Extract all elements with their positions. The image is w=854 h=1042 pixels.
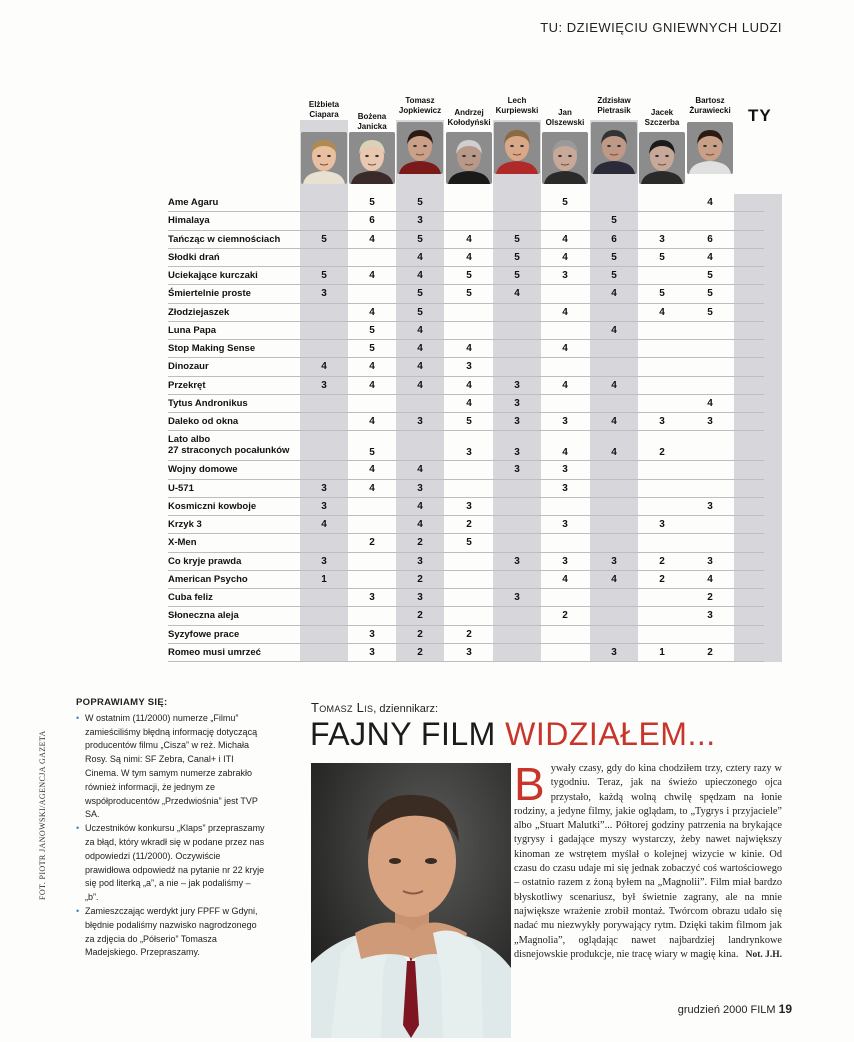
table-row [168,377,764,395]
critic-photo [591,122,637,174]
critic-last-name: Kurpiewski [495,106,539,115]
rating-cell: 5 [707,270,713,281]
film-title: X-Men [168,537,197,549]
headline-part1: FAJNY FILM [310,716,506,752]
headline-part2: WIDZIAŁEM... [505,716,716,752]
critic-photo [446,132,492,184]
rating-cell: 3 [707,416,713,427]
table-row [168,553,764,571]
critic-header [590,92,638,192]
rating-cell: 3 [707,500,713,512]
article-dropcap: B [514,758,545,810]
byline-role: , dziennikarz: [373,703,439,715]
article-body [514,758,782,962]
critic-header [638,92,686,192]
rating-cell: 4 [562,233,568,245]
film-title: Słodki drań [168,251,220,263]
film-title [168,434,289,456]
film-title: Słoneczna aleja [168,610,239,622]
rating-cell: 2 [707,646,713,658]
corrections-heading: POPRAWIAMY SIĘ: [76,697,168,708]
rating-cell: 5 [417,306,423,318]
critic-header [493,92,541,192]
critic-last-name: Żurawiecki [689,106,731,115]
rating-cell: 5 [659,251,665,263]
corrections-box [76,696,266,960]
rating-cell: 3 [707,610,713,622]
film-title: Krzyk 3 [168,519,202,530]
rating-cell: 4 [417,324,423,336]
table-row [168,231,764,249]
table-row [168,413,764,431]
rating-cell: 4 [466,397,472,409]
rating-cell: 3 [514,464,520,476]
rating-cell: 3 [417,416,423,427]
rating-cell: 4 [417,464,423,476]
table-row [168,498,764,516]
photo-credit: FOT. PIOTR JANOWSKI/AGENCJA GAZETA [38,730,47,900]
rating-cell: 5 [417,197,423,208]
byline-name: Tomasz Lis [311,700,374,715]
critic-photo [301,132,347,184]
rating-cell: 3 [369,628,375,640]
film-title: Romeo musi umrzeć [168,646,261,658]
rating-cell: 3 [417,592,423,603]
rating-cell: 5 [369,197,375,208]
correction-item: • W ostatnim (11/2000) numerze „Filmu” zamieściliśmy błędną informację dotyczącą producentów filmu „Cisza” w reż. Michała Rosy. Są nimi: SF Zebra, Canal+ i ITI Cinema. W tym samym numerze zabrakło również informacji, że jednym ze współproducentów „Przedwiośnia” jest TVP SA. [76,712,266,822]
rating-cell: 4 [369,270,375,281]
rating-cell: 3 [707,555,713,567]
rating-cell: 2 [417,573,423,585]
rating-cell: 2 [466,628,472,640]
rating-cell: 3 [514,416,520,427]
rating-cell: 4 [369,464,375,476]
critic-photo [542,132,588,184]
table-row [168,607,764,625]
rating-cell: 1 [659,646,665,658]
rating-cell: 4 [611,416,617,427]
film-title: Wojny domowe [168,464,238,476]
table-row [168,322,764,340]
critic-header [348,92,396,192]
rating-cell: 5 [321,233,327,245]
rating-cell: 5 [321,270,327,281]
film-title: U-571 [168,482,194,494]
rating-cell: 2 [707,592,713,603]
film-title: American Psycho [168,573,248,585]
rating-cell: 4 [707,251,713,263]
article-text: ywały czasy, gdy do kina chodziłem trzy, cztery razy w tygodniu. Teraz, jak na świeżo upieczonego ojca przystało, każdą wolną chwilę spędzam na łonie rodziny, a jedyne filmy, jakie oglądam, to „Tygrys i przyjaciele” albo „Stuart Malutki”... Półtorej godziny patrzenia na brykające tygrysy i gadające myszy wystarczy, żeby nawet największy kinoman ze wstrętem myślał o kolejnej wizycie w kinie. Od czasu do czasu udaje mi się jednak zobaczyć coś wartościowego – ostatnio razem z żoną byłem na „Magnolii”. Film miał bardzo błyskotliwy scenariusz, był świetnie zagrany, ale na mnie największe wrażenie zrobił montaż. Twórcom obrazu udało się nadać mu niezwykły porywający rytm. Dzięki takim filmom jak „Magnolia”, oglądając nawet najbardziej landrynkowe disnejowskie produkcje, nie tracę wiary w magię kina. [514,763,782,960]
critic-photo [349,132,395,184]
rating-cell: 5 [514,251,520,263]
rating-cell: 5 [514,233,520,245]
rating-cell: 3 [466,447,472,459]
rating-cell: 4 [369,361,375,373]
rating-cell: 3 [562,416,568,427]
rating-cell: 2 [659,447,665,459]
table-row [168,571,764,589]
rating-cell: 4 [611,447,617,459]
rating-cell: 4 [562,573,568,585]
rating-cell: 4 [611,288,617,300]
film-title: Stop Making Sense [168,343,256,354]
rating-cell: 5 [466,537,472,549]
rating-cell: 3 [659,233,665,245]
rating-cell: 5 [707,306,713,318]
film-title: Syzyfowe prace [168,628,240,640]
table-row [168,395,764,413]
rating-cell: 3 [514,397,520,409]
film-title: Kosmiczni kowboje [168,500,257,512]
rating-cell: 3 [562,270,568,281]
critic-last-name: Pietrasik [597,106,631,115]
rating-cell: 4 [659,306,665,318]
critic-first-name: Jacek [650,108,674,117]
table-row [168,431,764,461]
film-title-line: Lato albo [168,434,211,446]
footer-issue: grudzień 2000 FILM [677,1004,779,1016]
film-title: Dinozaur [168,361,209,373]
rating-cell: 3 [611,555,617,567]
rating-cell: 4 [417,519,423,530]
rating-cell: 4 [466,343,472,354]
rating-cell: 4 [611,324,617,336]
rating-cell: 2 [466,519,472,530]
rating-cell: 5 [611,270,617,281]
rating-cell: 4 [369,306,375,318]
rating-cell: 4 [466,233,472,245]
correction-item: • Zamieszczając werdykt jury FPFF w Gdyni, błędnie podaliśmy nazwisko nagrodzonego za zdjęcia do „Półserio” Tomasza Madejskiego. Przepraszamy. [76,905,266,960]
rating-cell: 3 [659,519,665,530]
critic-first-name: Bartosz [695,96,725,105]
rating-cell: 3 [514,379,520,391]
rating-cell: 5 [707,288,713,300]
critic-header [686,92,734,192]
rating-cell: 3 [369,592,375,603]
critic-last-name: Janicka [357,122,387,131]
rating-cell: 3 [321,288,327,300]
rating-cell: 3 [514,447,520,459]
rating-cell: 4 [466,251,472,263]
rating-cell: 3 [562,555,568,567]
rating-cell: 4 [321,519,327,530]
critic-header [396,92,444,192]
film-title: Ame Agaru [168,197,219,208]
rating-cell: 4 [707,397,713,409]
table-row [168,480,764,498]
critic-name [680,96,740,116]
critic-first-name: Elżbieta [308,100,340,109]
table-row [168,534,764,552]
rating-cell: 5 [466,288,472,300]
film-title: Co kryje prawda [168,555,242,567]
rating-cell: 4 [417,379,423,391]
rating-cell: 6 [369,215,375,227]
critic-last-name: Olszewski [545,118,585,127]
rating-cell: 4 [369,233,375,245]
film-title: Himalaya [168,215,210,227]
critic-header [541,92,589,192]
rating-cell: 3 [514,592,520,603]
rating-cell: 4 [707,573,713,585]
critic-first-name: Tomasz [405,96,435,105]
rating-cell: 3 [417,555,423,567]
critic-photo [687,122,733,174]
rating-cell: 4 [707,197,713,208]
article-signature: Not. J.H. [745,949,782,960]
ratings-rows [168,194,764,662]
rating-cell: 4 [417,251,423,263]
rating-cell: 1 [321,573,327,585]
rating-cell: 5 [417,288,423,300]
film-title: Tytus Andronikus [168,397,248,409]
film-title: Przekręt [168,379,206,391]
rating-cell: 2 [659,573,665,585]
table-row [168,194,764,212]
critic-header [300,92,348,192]
rating-cell: 4 [562,343,568,354]
film-title: Tańcząc w ciemnościach [168,233,281,245]
critic-last-name: Jopkiewicz [398,106,442,115]
table-row [168,249,764,267]
rating-cell: 6 [611,233,617,245]
rating-cell: 3 [611,646,617,658]
portrait-illustration [311,763,511,1038]
film-title: Złodziejaszek [168,306,230,318]
rating-cell: 3 [417,215,423,227]
rating-cell: 4 [369,482,375,494]
critic-last-name: Kołodyński [447,118,491,127]
table-row [168,212,764,230]
rating-cell: 4 [562,306,568,318]
table-row [168,626,764,644]
rating-cell: 2 [417,628,423,640]
rating-cell: 3 [466,646,472,658]
rating-cell: 4 [369,379,375,391]
rating-cell: 5 [659,288,665,300]
critic-first-name: Bożena [357,112,387,121]
critic-first-name: Jan [558,108,572,117]
table-row [168,285,764,303]
ty-column-header: TY [748,106,772,125]
film-title: Luna Papa [168,324,217,336]
rating-cell: 5 [611,215,617,227]
table-row [168,589,764,607]
rating-cell: 4 [514,288,520,300]
rating-cell: 3 [466,500,472,512]
film-title-line: 27 straconych pocałunków [168,445,290,457]
rating-cell: 3 [562,482,568,494]
rating-cell: 4 [466,379,472,391]
critic-photo [639,132,685,184]
critic-last-name: Szczerba [644,118,680,127]
rating-cell: 3 [369,646,375,658]
table-row [168,267,764,285]
rating-cell: 2 [562,610,568,622]
rating-cell: 2 [417,646,423,658]
portrait-photo [311,763,511,1038]
rating-cell: 3 [321,379,327,391]
rating-cell: 3 [321,482,327,494]
rating-cell: 4 [562,447,568,459]
article-headline [310,716,716,753]
film-title: Uciekające kurczaki [168,270,258,281]
rating-cell: 6 [707,233,713,245]
rating-cell: 3 [562,519,568,530]
rating-cell: 4 [369,416,375,427]
critic-photo [397,122,443,174]
table-row [168,340,764,358]
rating-cell: 4 [417,343,423,354]
page-number: 19 [778,1002,792,1016]
critic-first-name: Zdzisław [597,96,631,105]
rating-cell: 4 [417,270,423,281]
table-row [168,304,764,322]
rating-cell: 4 [417,361,423,373]
rating-cell: 3 [417,482,423,494]
critic-header [445,92,493,192]
table-row [168,644,764,662]
rating-cell: 3 [466,361,472,373]
critic-first-name: Lech [507,96,527,105]
page-header: TU: DZIEWIĘCIU GNIEWNYCH LUDZI [540,20,782,35]
rating-cell: 3 [562,464,568,476]
rating-cell: 4 [321,361,327,373]
critic-last-name: Ciapara [309,110,339,119]
rating-cell: 2 [417,610,423,622]
rating-cell: 4 [562,251,568,263]
rating-cell: 5 [562,197,568,208]
article-byline [311,700,438,715]
table-row [168,358,764,376]
rating-cell: 3 [659,416,665,427]
rating-cell: 4 [611,573,617,585]
rating-cell: 2 [417,537,423,549]
rating-cell: 4 [611,379,617,391]
rating-cell: 5 [369,343,375,354]
rating-cell: 2 [369,537,375,549]
rating-cell: 5 [369,324,375,336]
film-title: Daleko od okna [168,416,239,427]
rating-cell: 5 [611,251,617,263]
rating-cell: 4 [562,379,568,391]
rating-cell: 5 [369,447,375,459]
rating-cell: 3 [321,555,327,567]
critic-photo [494,122,540,174]
corrections-list [76,712,266,960]
correction-item: • Uczestników konkursu „Klaps” przepraszamy za błąd, który wkradł się w podane przez nas odpowiedzi (11/2000). Oczywiście prawidłowa odpowiedź na pytanie nr 22 kryje się pod literką „a”, a nie – jak podaliśmy – „b”. [76,822,266,905]
rating-cell: 2 [659,555,665,567]
film-title: Śmiertelnie proste [168,288,251,300]
page-footer [678,1002,792,1016]
rating-cell: 3 [321,500,327,512]
critic-first-name: Andrzej [454,108,484,117]
rating-cell: 5 [417,233,423,245]
rating-cell: 3 [514,555,520,567]
rating-cell: 5 [466,270,472,281]
rating-cell: 5 [514,270,520,281]
film-title: Cuba feliz [168,592,213,603]
rating-cell: 5 [466,416,472,427]
table-row [168,461,764,479]
table-row [168,516,764,534]
rating-cell: 4 [417,500,423,512]
